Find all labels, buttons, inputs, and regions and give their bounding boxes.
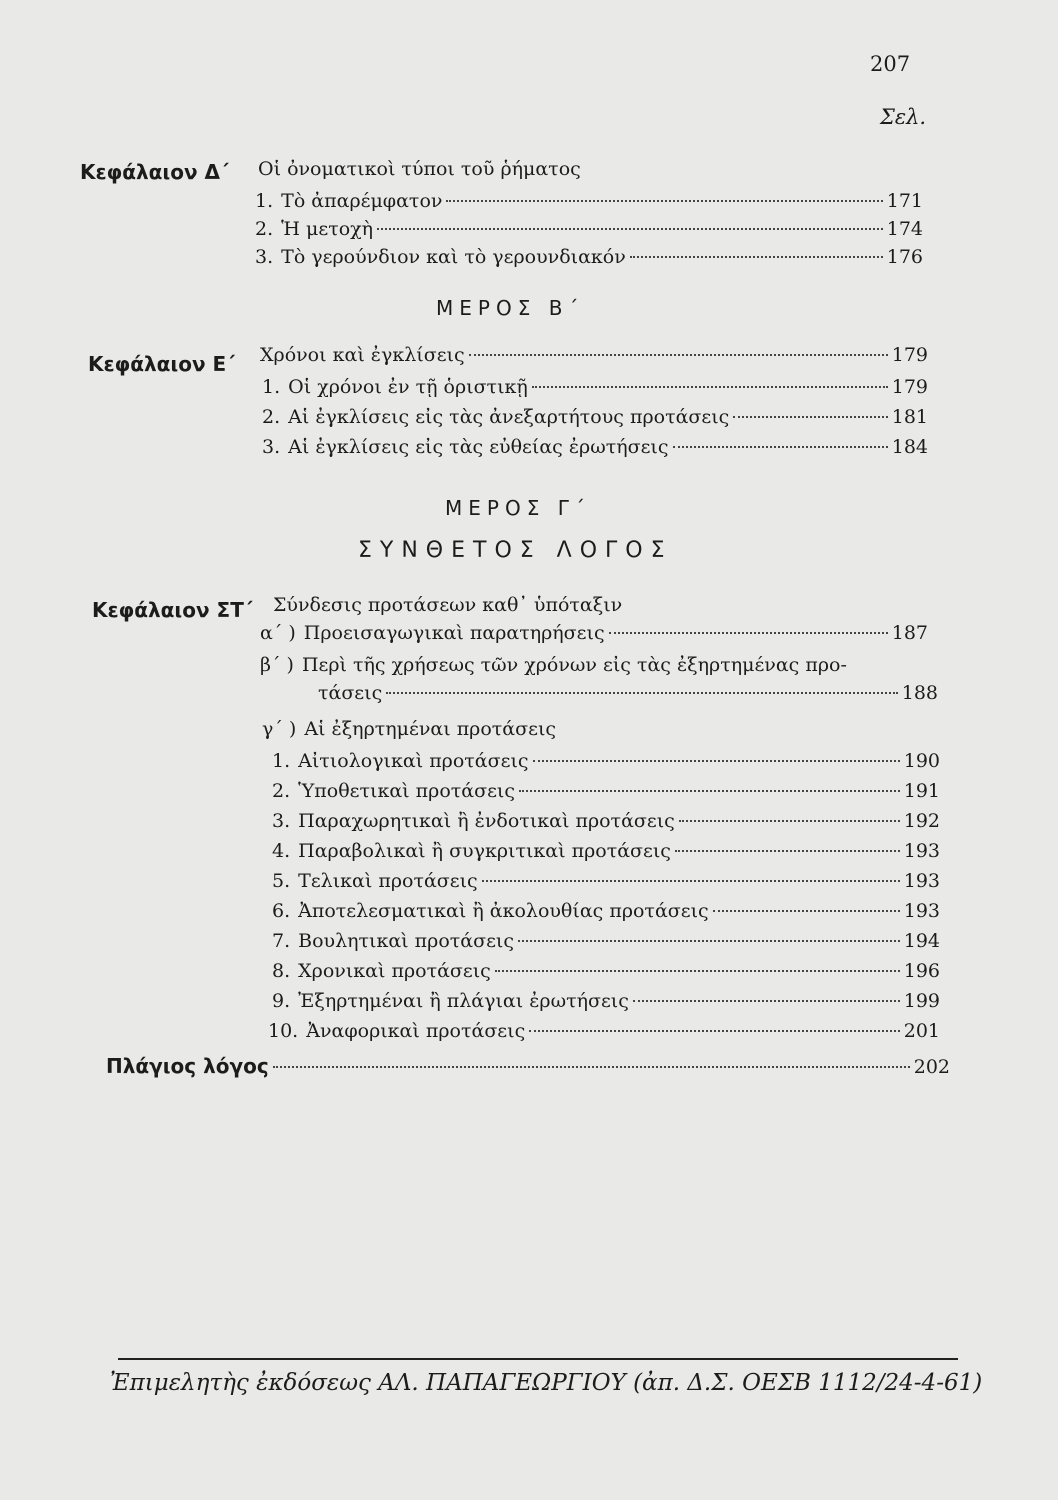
entry-page: 179: [891, 344, 928, 366]
entry-text: Βουλητικαὶ προτάσεις: [298, 930, 515, 952]
entry-text: Ἐξηρτημέναι ἢ πλάγιαι ἐρωτήσεις: [298, 990, 629, 1012]
entry-number: 1.: [272, 750, 291, 772]
leader-dots: [495, 970, 900, 972]
toc-entry[interactable]: [255, 190, 923, 218]
entry-page: 190: [903, 750, 940, 772]
entry-text: Ἀποτελεσματικαὶ ἢ ἀκολουθίας προτάσεις: [298, 900, 709, 922]
entry-text: Τὸ γερούνδιον καὶ τὸ γερουνδιακόν: [281, 246, 626, 268]
leader-dots: [675, 850, 900, 852]
chapter-label: Κεφάλαιον ΣΤ΄: [92, 598, 253, 622]
toc-entry[interactable]: [272, 960, 940, 988]
toc-entry[interactable]: [262, 376, 928, 404]
entry-page: 194: [903, 930, 940, 952]
leader-dots: [633, 1000, 900, 1002]
entry-number: 1.: [262, 376, 281, 398]
entry-page: 179: [891, 376, 928, 398]
entry-number: 10.: [268, 1020, 299, 1042]
toc-entry[interactable]: [272, 810, 940, 838]
toc-entry[interactable]: [272, 900, 940, 928]
toc-entry[interactable]: [272, 990, 940, 1018]
entry-number: β΄ ): [260, 654, 294, 676]
entry-number: α΄ ): [260, 622, 296, 644]
entry-number: 5.: [272, 870, 291, 892]
leader-dots: [518, 940, 900, 942]
toc-entry[interactable]: [268, 1020, 940, 1048]
toc-entry[interactable]: [260, 622, 928, 650]
toc-entry[interactable]: [260, 344, 928, 372]
toc-entry[interactable]: [272, 930, 940, 958]
entry-text: Παραβολικαὶ ἢ συγκριτικαὶ προτάσεις: [298, 840, 671, 862]
entry-text: Οἱ χρόνοι ἐν τῇ ὁριστικῇ: [288, 376, 528, 398]
entry-page: 192: [903, 810, 940, 832]
toc-entry[interactable]: [262, 406, 928, 434]
leader-dots: [446, 200, 882, 202]
entry-text: Ὑποθετικαὶ προτάσεις: [298, 780, 516, 802]
entry-number: 7.: [272, 930, 291, 952]
entry-number: 2.: [255, 218, 274, 240]
entry-number: 2.: [272, 780, 291, 802]
chapter-title: Οἱ ὀνοματικοὶ τύποι τοῦ ῥήματος: [258, 158, 581, 180]
leader-dots: [679, 820, 900, 822]
entry-page: 201: [903, 1020, 940, 1042]
entry-page: 191: [903, 780, 940, 802]
leader-dots: [532, 386, 888, 388]
leader-dots: [733, 416, 887, 418]
toc-entry-plagios-logos[interactable]: [106, 1054, 950, 1082]
leader-dots: [519, 790, 900, 792]
entry-page: 193: [903, 870, 940, 892]
entry-page: 171: [886, 190, 923, 212]
entry-page: 193: [903, 900, 940, 922]
entry-number: 1.: [255, 190, 274, 212]
toc-entry[interactable]: [272, 840, 940, 868]
chapter-title: Χρόνοι καὶ ἐγκλίσεις: [260, 344, 465, 366]
toc-entry[interactable]: [272, 870, 940, 898]
entry-text: Τελικαὶ προτάσεις: [298, 870, 478, 892]
toc-entry[interactable]: [255, 246, 923, 274]
entry-page: 187: [891, 622, 928, 644]
toc-entry[interactable]: [262, 718, 930, 746]
leader-dots: [713, 910, 900, 912]
colophon: Ἐπιμελητὴς ἐκδόσεως ΑΛ. ΠΑΠΑΓΕΩΡΓΙΟΥ (ἀπ. Δ.Σ. ΟΕΣΒ 1112/24-4-61): [110, 1370, 983, 1396]
entry-page: 199: [903, 990, 940, 1012]
entry-text: Χρονικαὶ προτάσεις: [298, 960, 491, 982]
leader-dots: [609, 632, 888, 634]
toc-entry-continuation[interactable]: [318, 682, 938, 710]
toc-entry[interactable]: [272, 780, 940, 808]
entry-text: Αἱ ἐξηρτημέναι προτάσεις: [304, 718, 557, 740]
part-heading: ΜΕΡΟΣ Β΄: [436, 296, 585, 320]
leader-dots: [533, 760, 900, 762]
entry-page: 188: [901, 682, 938, 704]
toc-entry[interactable]: [255, 218, 923, 246]
entry-number: 9.: [272, 990, 291, 1012]
footer-rule: [118, 1358, 958, 1360]
chapter-label: Κεφάλαιον Ε΄: [88, 352, 236, 376]
entry-text: τάσεις: [318, 682, 383, 704]
leader-dots: [630, 256, 883, 258]
toc-entry[interactable]: [262, 436, 928, 464]
entry-number: 6.: [272, 900, 291, 922]
leader-dots: [377, 228, 883, 230]
entry-text: Προεισαγωγικαὶ παρατηρήσεις: [303, 622, 605, 644]
entry-number: 4.: [272, 840, 291, 862]
entry-text: Ἀναφορικαὶ προτάσεις: [306, 1020, 526, 1042]
entry-page: 181: [891, 406, 928, 428]
entry-text: Αἰτιολογικαὶ προτάσεις: [298, 750, 529, 772]
leader-dots: [273, 1066, 910, 1068]
leader-dots: [482, 880, 900, 882]
page-number: 207: [870, 52, 911, 76]
entry-page: 193: [903, 840, 940, 862]
entry-page: 174: [886, 218, 923, 240]
toc-entry[interactable]: [272, 750, 940, 778]
leader-dots: [386, 692, 897, 694]
leader-dots: [529, 1030, 900, 1032]
part-subheading: ΣΥΝΘΕΤΟΣ ΛΟΓΟΣ: [358, 538, 673, 563]
leader-dots: [673, 446, 888, 448]
entry-text: Ἡ μετοχὴ: [281, 218, 374, 240]
chapter-label: Κεφάλαιον Δ΄: [80, 160, 229, 184]
entry-page: 184: [891, 436, 928, 458]
leader-dots: [469, 354, 888, 356]
entry-page: 202: [913, 1056, 950, 1078]
entry-number: 8.: [272, 960, 291, 982]
entry-number: 3.: [262, 436, 281, 458]
entry-text: Αἱ ἐγκλίσεις εἰς τὰς ἀνεξαρτήτους προτάσεις: [288, 406, 730, 428]
entry-number: 3.: [272, 810, 291, 832]
entry-text: Αἱ ἐγκλίσεις εἰς τὰς εὐθείας ἐρωτήσεις: [288, 436, 669, 458]
entry-text: Παραχωρητικαὶ ἢ ἐνδοτικαὶ προτάσεις: [298, 810, 675, 832]
entry-page: 196: [903, 960, 940, 982]
chapter-label: Πλάγιος λόγος: [106, 1054, 269, 1078]
chapter-title: Σύνδεσις προτάσεων καθ᾽ ὑπόταξιν: [273, 594, 623, 616]
entry-text: Τὸ ἀπαρέμφατον: [281, 190, 443, 212]
part-heading: ΜΕΡΟΣ Γ΄: [445, 496, 591, 520]
entry-number: 2.: [262, 406, 281, 428]
page-column-label: Σελ.: [880, 105, 927, 129]
entry-page: 176: [886, 246, 923, 268]
toc-entry[interactable]: [260, 654, 928, 682]
entry-text: Περὶ τῆς χρήσεως τῶν χρόνων εἰς τὰς ἐξηρτημένας προ-: [301, 654, 847, 676]
entry-number: 3.: [255, 246, 274, 268]
entry-number: γ΄ ): [262, 718, 297, 740]
